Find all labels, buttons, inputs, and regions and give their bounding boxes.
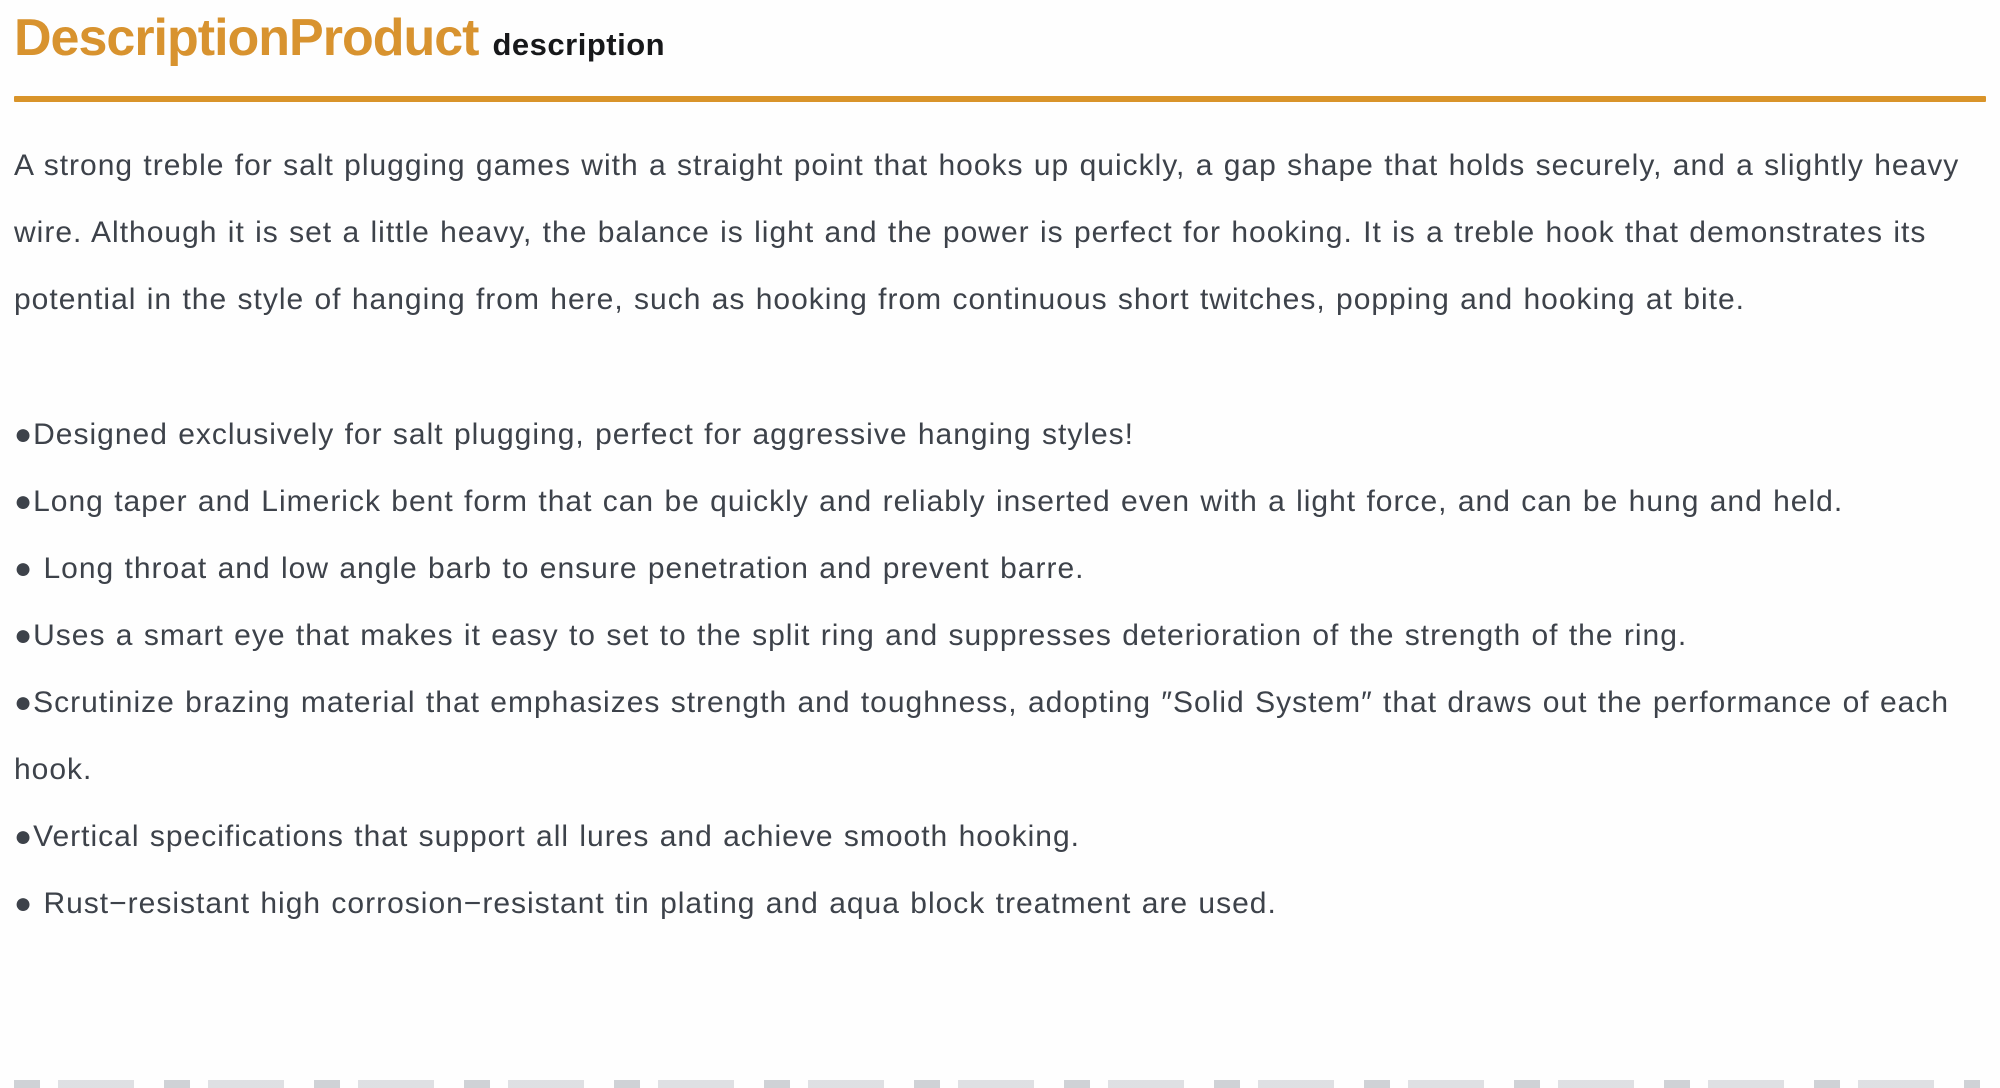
section-title: DescriptionProduct — [14, 9, 479, 67]
feature-item: ● Rust−resistant high corrosion−resistant tin plating and aqua block treatment are used. — [14, 887, 1277, 920]
description-paragraph: A strong treble for salt plugging games with a straight point that hooks up quickly, a gap shape that holds securely, and a slightly heavy wire. Although it is set a little heavy, the balance is light and the power is perfect for hooking. It is a treble hook that demonstrates its potential in the style of hanging from here, such as hooking from continuous short twitches, popping and hooking at bite. — [14, 149, 1960, 316]
feature-list — [14, 401, 1980, 937]
feature-item: ●Scrutinize brazing material that emphasizes strength and toughness, adopting ″Solid System″ that draws out the performance of each hook. — [14, 686, 1950, 786]
feature-item: ●Vertical specifications that support all lures and achieve smooth hooking. — [14, 820, 1081, 853]
feature-item: ● Long throat and low angle barb to ensure penetration and prevent barre. — [14, 552, 1085, 585]
section-subtitle: description — [492, 27, 666, 62]
clipped-next-line-fragment — [14, 1080, 1980, 1088]
feature-item: ●Designed exclusively for salt plugging, perfect for aggressive hanging styles! — [14, 418, 1134, 451]
feature-item: ●Long taper and Limerick bent form that can be quickly and reliably inserted even with a light force, and can be hung and held. — [14, 485, 1844, 518]
description-content — [0, 132, 2000, 937]
section-header — [0, 0, 2000, 68]
accent-divider — [14, 96, 1986, 102]
feature-item: ●Uses a smart eye that makes it easy to set to the split ring and suppresses deterioration of the strength of the ring. — [14, 619, 1688, 652]
